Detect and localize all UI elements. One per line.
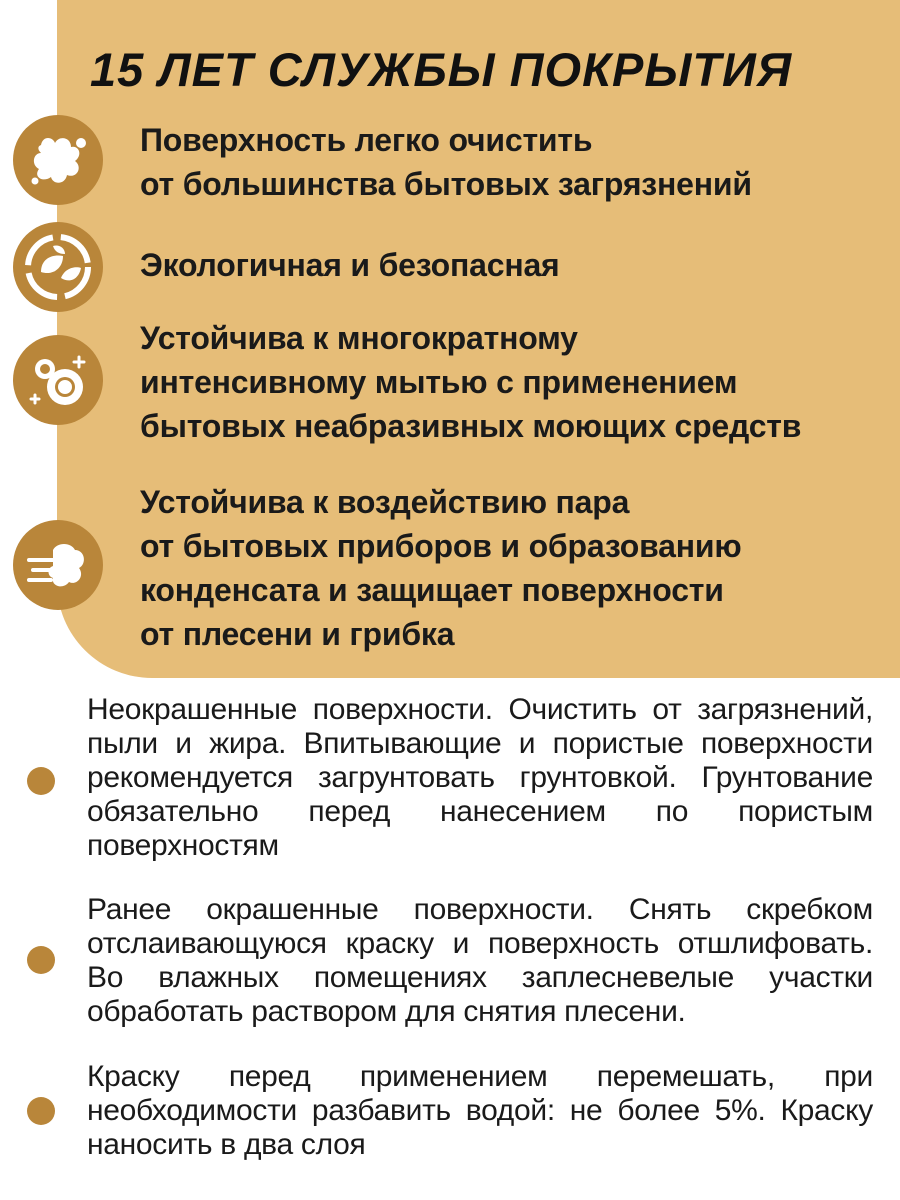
note-application: Краску перед применением перемешать, при необходимости разбавить водой: не более 5%. Краску наносить в два слоя (87, 1060, 873, 1161)
note-unpainted-surfaces: Неокрашенные поверхности. Очистить от загрязнений, пыли и жира. Впитывающие и пористые поверхности рекомендуется загрунтовать грунтовкой. Грунтование обязательно перед нанесением по пористым поверхностям (87, 693, 873, 862)
feature-text-steam-resistant: Устойчива к воздействию пара от бытовых приборов и образованию конденсата и защищает поверхности от плесени и грибка (140, 484, 742, 652)
stain-icon (13, 115, 103, 205)
eco-leaf-icon (13, 222, 103, 312)
page-title: 15 ЛЕТ СЛУЖБЫ ПОКРЫТИЯ (90, 43, 793, 96)
bubbles-icon (13, 335, 103, 425)
steam-icon (13, 520, 103, 610)
bullet-dot (27, 767, 55, 795)
feature-text-easy-clean: Поверхность легко очистить от большинства бытовых загрязнений (140, 122, 752, 202)
feature-text-eco: Экологичная и безопасная (140, 247, 560, 283)
note-painted-surfaces: Ранее окрашенные поверхности. Снять скребком отслаивающуюся краску и поверхность отшлифовать. Во влажных помещениях заплесневелые участки обработать раствором для снятия плесени. (87, 893, 873, 1028)
bullet-dot (27, 1097, 55, 1125)
bullet-dot (27, 946, 55, 974)
feature-text-washable: Устойчива к многократному интенсивному мытью с применением бытовых неабразивных моющих средств (140, 320, 802, 444)
